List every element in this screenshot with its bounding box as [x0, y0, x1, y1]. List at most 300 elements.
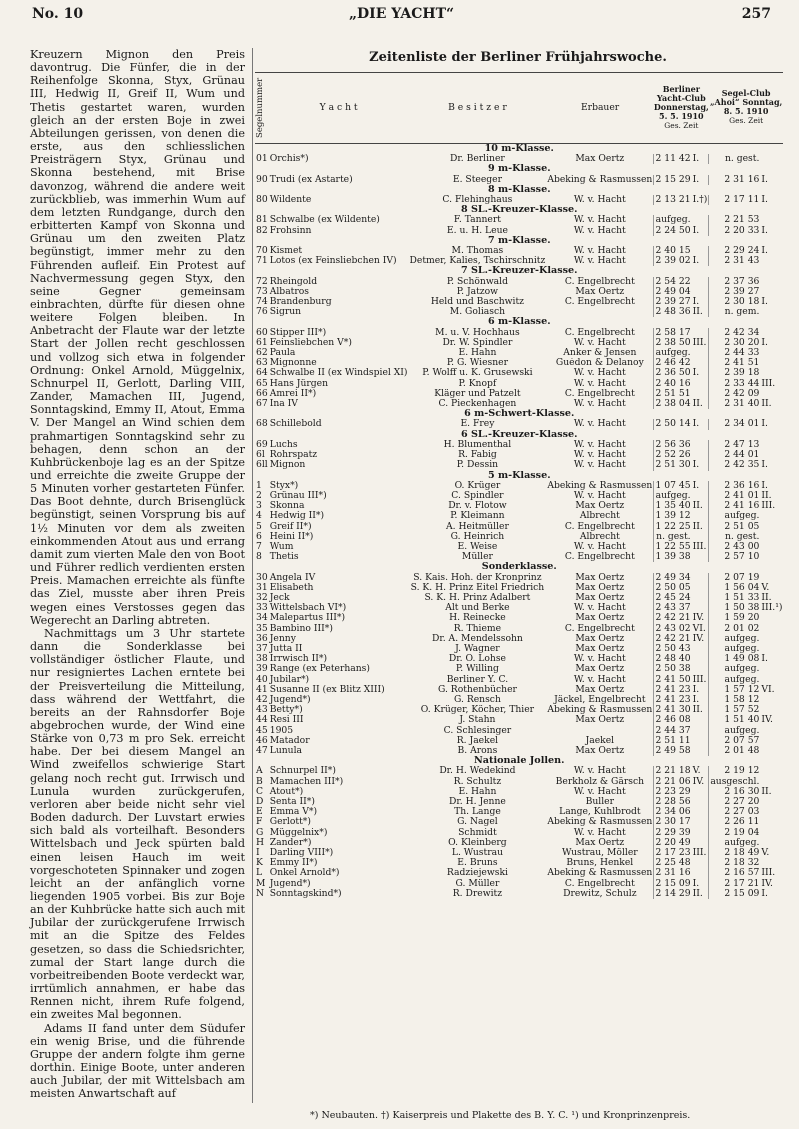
- yacht-cell: Emma V*): [269, 807, 318, 818]
- yacht-cell: Betty*): [269, 705, 303, 716]
- class-heading-row: [255, 266, 783, 276]
- prize-byc-cell: I.†): [692, 195, 708, 206]
- prize-byc-cell: II.: [692, 705, 703, 716]
- sail-number-cell: 60: [256, 327, 268, 338]
- sail-number-cell: 5: [256, 521, 262, 532]
- builder-cell: C. Engelbrecht: [564, 388, 635, 399]
- class-heading: 7 m-Klasse.: [487, 235, 551, 246]
- prize-ahoi-cell: [760, 624, 783, 634]
- table-row: [255, 736, 783, 746]
- prize-ahoi-cell: [760, 828, 783, 838]
- prize-ahoi-cell: [760, 858, 783, 868]
- time-ahoi-cell: 2 17 11: [709, 195, 761, 205]
- time-byc-cell: 2 11 42: [655, 154, 691, 165]
- table-row: [255, 746, 783, 756]
- time-ahoi-cell: 2 39 18: [709, 368, 761, 378]
- table-row: [255, 624, 783, 634]
- time-ahoi-cell: 2 41 01: [709, 491, 761, 501]
- prize-ahoi-cell: [760, 664, 783, 674]
- time-ahoi-cell: aufgeg.: [709, 634, 761, 644]
- table-row: [255, 685, 783, 695]
- sail-number-cell: 46: [256, 735, 268, 746]
- sail-number-cell: D: [256, 797, 264, 807]
- yacht-cell: Bambino III*): [269, 623, 333, 634]
- table-row: [255, 460, 783, 470]
- table-row: [255, 817, 783, 827]
- owner-cell: P. Knopf: [458, 378, 497, 389]
- owner-cell: P. G. Wiesner: [446, 358, 508, 369]
- yacht-cell: Angela IV: [269, 572, 316, 583]
- sail-number-cell: 65: [256, 378, 268, 389]
- time-ahoi-cell: 1 49 08: [709, 654, 761, 664]
- owner-cell: Alt und Berke: [445, 603, 510, 614]
- owner-cell: R. Thieme: [453, 623, 502, 634]
- time-byc-cell: 1 22 55: [655, 541, 691, 552]
- time-ahoi-cell: 2 15 09: [709, 889, 761, 899]
- yacht-cell: Resi III: [269, 715, 304, 726]
- time-byc-cell: 2 17 23: [655, 848, 691, 859]
- prize-byc-cell: [692, 379, 709, 389]
- prize-byc-cell: [692, 838, 709, 848]
- builder-cell: Berkholz & Gärsch: [555, 776, 645, 787]
- time-ahoi-cell: aufgeg.: [709, 511, 761, 521]
- builder-cell: Max Oertz: [575, 745, 625, 756]
- yacht-cell: Grünau III*): [269, 490, 327, 501]
- yacht-cell: Mignonne: [269, 358, 317, 369]
- owner-cell: Berliner Y. C.: [446, 674, 509, 685]
- prize-byc-cell: [692, 552, 709, 562]
- table-row: [255, 868, 783, 878]
- builder-cell: Max Oertz: [575, 643, 625, 654]
- prize-ahoi-cell: [760, 532, 783, 542]
- yacht-cell: Stipper III*): [269, 327, 327, 338]
- prize-ahoi-cell: [760, 705, 783, 715]
- prize-ahoi-cell: I.: [761, 225, 768, 236]
- prize-byc-cell: [692, 389, 709, 399]
- sail-number-cell: 6ll: [256, 460, 268, 471]
- prize-ahoi-cell: IV.: [761, 878, 773, 889]
- time-ahoi-cell: aufgeg.: [709, 664, 761, 674]
- time-byc-cell: aufgeg.: [655, 348, 691, 359]
- table-row: [255, 573, 783, 583]
- table-row: [255, 787, 783, 797]
- class-heading: 10 m-Klasse.: [484, 143, 554, 154]
- yacht-cell: Albatros: [269, 286, 309, 297]
- prize-ahoi-cell: [760, 522, 783, 532]
- table-row: [255, 766, 783, 776]
- prize-byc-cell: [692, 726, 709, 736]
- yacht-cell: Amrei II*): [269, 388, 317, 399]
- sail-number-cell: 76: [256, 307, 268, 318]
- time-byc-cell: 2 41 23: [655, 694, 691, 705]
- time-byc-cell: 2 42 21: [655, 633, 691, 644]
- table-row: [255, 440, 783, 450]
- prize-ahoi-cell: I.: [761, 174, 768, 185]
- time-byc-cell: 2 41 23: [655, 684, 691, 695]
- sail-number-cell: 39: [256, 664, 268, 675]
- time-byc-cell: 2 50 14: [655, 419, 691, 430]
- builder-cell: Abeking & Rasmussen: [547, 705, 653, 716]
- prize-ahoi-cell: I.: [761, 337, 768, 348]
- prize-byc-cell: [692, 817, 709, 827]
- prize-ahoi-cell: [760, 726, 783, 736]
- time-byc-cell: 2 13 21: [655, 195, 691, 206]
- owner-cell: P. Kleimann: [450, 511, 505, 522]
- class-heading: 9 m-Klasse.: [487, 164, 551, 175]
- sail-number-cell: 80: [256, 195, 268, 206]
- table-row: [255, 593, 783, 603]
- time-ahoi-cell: 2 16 57: [709, 868, 761, 878]
- yacht-cell: Feinsliebchen V*): [269, 337, 352, 348]
- prize-byc-cell: III.: [692, 674, 707, 685]
- owner-cell: R. Drewitz: [452, 888, 503, 899]
- class-heading: 6 m-Schwert-Klasse.: [464, 409, 575, 420]
- sail-number-cell: 90: [256, 174, 268, 185]
- yacht-cell: Hedwig II*): [269, 511, 325, 522]
- time-byc-cell: aufgeg.: [655, 215, 691, 226]
- time-byc-cell: 2 50 05: [655, 582, 691, 593]
- yacht-cell: Atout*): [269, 786, 304, 797]
- prize-byc-cell: [692, 573, 709, 583]
- header-erbauer: Erbauer: [546, 73, 654, 144]
- builder-cell: Max Oertz: [575, 613, 625, 624]
- table-row: [255, 338, 783, 348]
- sail-number-cell: 01: [256, 154, 268, 165]
- issue-number: No. 10: [32, 6, 84, 22]
- time-byc-cell: 1 39 38: [655, 552, 691, 563]
- builder-cell: Max Oertz: [575, 715, 625, 726]
- owner-cell: Dr. Berliner: [450, 154, 505, 165]
- prize-ahoi-cell: [760, 573, 783, 583]
- prize-byc-cell: I.: [692, 256, 700, 267]
- time-ahoi-cell: 2 30 18: [709, 297, 761, 307]
- builder-cell: W. v. Hacht: [573, 215, 626, 226]
- prize-ahoi-cell: [760, 766, 783, 776]
- time-ahoi-cell: 2 01 02: [709, 624, 761, 634]
- sail-number-cell: 71: [256, 256, 268, 267]
- time-ahoi-cell: 1 51 40: [709, 715, 761, 725]
- time-byc-cell: 2 15 29: [655, 174, 691, 185]
- time-byc-cell: 2 54 22: [655, 276, 691, 287]
- time-ahoi-cell: aufgeg.: [709, 838, 761, 848]
- yacht-cell: Brandenburg: [269, 297, 332, 308]
- time-byc-cell: 2 50 43: [655, 643, 691, 654]
- builder-cell: W. v. Hacht: [573, 460, 626, 471]
- time-ahoi-cell: 1 56 04: [709, 583, 761, 593]
- yacht-cell: Irrwisch II*): [269, 654, 328, 665]
- prize-ahoi-cell: [760, 736, 783, 746]
- table-row: [255, 399, 783, 409]
- table-row: [255, 226, 783, 236]
- table-row: [255, 838, 783, 848]
- prize-byc-cell: [692, 807, 709, 817]
- prize-byc-cell: [692, 603, 709, 613]
- prize-byc-cell: [692, 348, 709, 358]
- yacht-cell: Darling VIII*): [269, 848, 334, 859]
- builder-cell: W. v. Hacht: [573, 419, 626, 430]
- yacht-cell: Sigrun: [269, 307, 302, 318]
- prize-ahoi-cell: [760, 307, 783, 317]
- yacht-cell: Malepartus III*): [269, 613, 346, 624]
- builder-cell: [546, 726, 654, 736]
- sail-number-cell: C: [256, 786, 264, 797]
- table-row: [255, 307, 783, 317]
- owner-cell: M. Thomas: [451, 246, 504, 257]
- sail-number-cell: 69: [256, 439, 268, 450]
- yacht-cell: Schillebold: [269, 419, 322, 430]
- builder-cell: W. v. Hacht: [573, 541, 626, 552]
- table-row: [255, 195, 783, 205]
- table-row: [255, 348, 783, 358]
- prize-ahoi-cell: III.: [761, 868, 776, 879]
- time-ahoi-cell: 1 58 12: [709, 695, 761, 705]
- class-heading-row: [255, 185, 783, 195]
- yacht-cell: Rheingold: [269, 276, 318, 287]
- sail-number-cell: A: [256, 766, 263, 777]
- yacht-cell: Jugend*): [269, 878, 311, 889]
- yacht-cell: Ina IV: [269, 399, 298, 410]
- table-row: [255, 297, 783, 307]
- class-heading-row: [255, 430, 783, 440]
- prize-byc-cell: [692, 644, 709, 654]
- yacht-cell: Jenny: [269, 633, 296, 644]
- prize-byc-cell: [692, 287, 709, 297]
- builder-cell: Max Oertz: [575, 633, 625, 644]
- sail-number-cell: 66: [256, 388, 268, 399]
- page-number: 257: [741, 6, 771, 22]
- builder-cell: Bruns, Henkel: [566, 858, 634, 869]
- class-heading-row: [255, 317, 783, 327]
- time-ahoi-cell: 2 19 04: [709, 828, 761, 838]
- prize-byc-cell: [692, 491, 709, 501]
- prize-ahoi-cell: VI.: [761, 684, 775, 695]
- time-ahoi-cell: 2 31 40: [709, 399, 761, 409]
- time-byc-cell: 2 30 17: [655, 817, 691, 828]
- prize-ahoi-cell: I.: [761, 654, 768, 665]
- time-ahoi-cell: 2 33 44: [709, 379, 761, 389]
- yacht-cell: Greif II*): [269, 521, 312, 532]
- builder-cell: Max Oertz: [575, 572, 625, 583]
- sail-number-cell: 30: [256, 572, 268, 583]
- owner-cell: C. Pieckenhagen: [438, 399, 517, 410]
- footnote: *) Neubauten. †) Kaiserpreis und Plakette des B. Y. C. ¹) und Kronprinzenpreis.: [310, 1110, 691, 1121]
- owner-cell: Schmidt: [458, 827, 497, 838]
- prize-byc-cell: [692, 664, 709, 674]
- time-ahoi-cell: 2 41 16: [709, 501, 761, 511]
- sail-number-cell: 2: [256, 490, 262, 501]
- owner-cell: R. Fabig: [458, 450, 497, 461]
- builder-cell: C. Engelbrecht: [564, 521, 635, 532]
- builder-cell: W. v. Hacht: [573, 195, 626, 206]
- time-byc-cell: 2 31 16: [655, 868, 691, 879]
- sail-number-cell: L: [256, 868, 263, 879]
- prize-ahoi-cell: I.: [761, 419, 768, 430]
- class-heading: 7 SL.-Kreuzer-Klasse.: [460, 266, 578, 277]
- builder-cell: [546, 307, 654, 317]
- time-byc-cell: 2 49 34: [655, 572, 691, 583]
- header-besitzer: B e s i t z e r: [409, 73, 547, 144]
- yacht-cell: Orchis*): [269, 154, 309, 165]
- owner-cell: B. Arons: [457, 745, 498, 756]
- time-byc-cell: 2 49 58: [655, 745, 691, 756]
- yacht-cell: Mignon: [269, 460, 306, 471]
- owner-cell: Dr. H. Jenne: [449, 797, 506, 807]
- table-row: [255, 654, 783, 664]
- sail-number-cell: N: [256, 888, 265, 899]
- sail-number-cell: 6: [256, 531, 262, 542]
- builder-cell: W. v. Hacht: [573, 439, 626, 450]
- prize-ahoi-cell: I.: [761, 460, 768, 471]
- builder-cell: Lange, Kuhlbrodt: [559, 807, 641, 818]
- prize-ahoi-cell: II.: [761, 786, 772, 797]
- prize-ahoi-cell: [760, 644, 783, 654]
- table-row: [255, 807, 783, 817]
- prize-ahoi-cell: [760, 440, 783, 450]
- class-heading: 6 m-Klasse.: [487, 317, 551, 328]
- class-heading-row: [255, 236, 783, 246]
- table-row: [255, 613, 783, 623]
- time-byc-cell: 2 28 56: [655, 797, 691, 807]
- prize-ahoi-cell: IV.: [761, 715, 773, 726]
- owner-cell: R. Jaekel: [456, 735, 499, 746]
- time-ahoi-cell: aufgeg.: [709, 644, 761, 654]
- owner-cell: P. Wolff u. K. Grusewski: [422, 368, 533, 379]
- prize-byc-cell: [692, 583, 709, 593]
- owner-cell: L. Wustrau: [451, 848, 503, 859]
- time-byc-cell: 2 48 40: [655, 654, 691, 665]
- time-byc-cell: 2 43 37: [655, 603, 691, 614]
- sail-number-cell: K: [256, 858, 263, 869]
- time-ahoi-cell: 2 44 33: [709, 348, 761, 358]
- time-ahoi-cell: 2 41 51: [709, 358, 761, 368]
- time-byc-cell: 2 42 21: [655, 613, 691, 624]
- table-row: [255, 368, 783, 378]
- time-ahoi-cell: 2 42 09: [709, 389, 761, 399]
- prize-ahoi-cell: [760, 542, 783, 552]
- table-row: [255, 858, 783, 868]
- prize-ahoi-cell: [760, 613, 783, 623]
- builder-cell: W. v. Hacht: [573, 399, 626, 410]
- time-byc-cell: 1 39 12: [655, 511, 691, 522]
- builder-cell: W. v. Hacht: [573, 337, 626, 348]
- table-row: [255, 491, 783, 501]
- class-heading: 6 SL.-Kreuzer-Klasse.: [460, 429, 578, 440]
- table-row: [255, 389, 783, 399]
- prize-byc-cell: [692, 787, 709, 797]
- prize-ahoi-cell: [760, 634, 783, 644]
- time-byc-cell: 2 43 02: [655, 623, 691, 634]
- yacht-cell: Jeck: [269, 592, 290, 603]
- builder-cell: W. v. Hacht: [573, 378, 626, 389]
- prize-ahoi-cell: [760, 552, 783, 562]
- builder-cell: C. Engelbrecht: [564, 276, 635, 287]
- table-row: [255, 256, 783, 266]
- yacht-cell: Gerlott*): [269, 817, 311, 828]
- prize-ahoi-cell: II.: [761, 399, 772, 410]
- time-ahoi-cell: 2 19 12: [709, 766, 761, 776]
- builder-cell: Jäckel, Engelbrecht: [554, 694, 646, 705]
- builder-cell: Abeking & Rasmussen: [547, 174, 653, 185]
- builder-cell: W. v. Hacht: [573, 654, 626, 665]
- time-byc-cell: 2 44 37: [655, 725, 691, 736]
- sail-number-cell: H: [256, 837, 265, 848]
- table-row: [255, 726, 783, 736]
- header-club1: Berliner Yacht-Club Donnerstag, 5. 5. 1910 Ges. Zeit: [654, 73, 709, 144]
- table-row: [255, 797, 783, 807]
- table-row: [255, 450, 783, 460]
- prize-byc-cell: [692, 746, 709, 756]
- sail-number-cell: 67: [256, 399, 268, 410]
- builder-cell: C. Engelbrecht: [564, 878, 635, 889]
- prize-ahoi-cell: [760, 348, 783, 358]
- prize-byc-cell: III.: [692, 337, 707, 348]
- owner-cell: P. Willing: [455, 664, 499, 675]
- owner-cell: R. Schultz: [453, 776, 502, 787]
- prize-byc-cell: I.: [692, 460, 700, 471]
- prize-byc-cell: [692, 215, 709, 225]
- owner-cell: O. Kleinberg: [448, 837, 507, 848]
- table-row: [255, 379, 783, 389]
- builder-cell: Max Oertz: [575, 154, 625, 165]
- prize-ahoi-cell: [760, 450, 783, 460]
- table-row: [255, 154, 783, 164]
- time-ahoi-cell: 1 50 38: [709, 603, 761, 613]
- header-club2: Segel-Club „Ahoi“ Sonntag, 8. 5. 1910 Ges. Zeit: [709, 73, 784, 144]
- time-byc-cell: 2 20 49: [655, 837, 691, 848]
- owner-cell: J. Stahn: [459, 715, 496, 726]
- time-byc-cell: 2 40 15: [655, 246, 691, 257]
- sail-number-cell: 68: [256, 419, 268, 430]
- yacht-cell: Lotos (ex Feinsliebchen IV): [269, 256, 397, 267]
- header-yacht: Y a c h t: [269, 73, 409, 144]
- owner-cell: E. Frey: [460, 419, 495, 430]
- prize-byc-cell: [692, 654, 709, 664]
- builder-cell: Max Oertz: [575, 837, 625, 848]
- time-byc-cell: 2 25 48: [655, 858, 691, 869]
- time-ahoi-cell: 1 57 52: [709, 705, 761, 715]
- owner-cell: E. Weise: [457, 541, 498, 552]
- class-heading-row: [255, 144, 783, 155]
- sail-number-cell: 63: [256, 358, 268, 369]
- prize-byc-cell: [692, 246, 709, 256]
- class-heading-row: [255, 562, 783, 572]
- builder-cell: Albrecht: [579, 511, 620, 522]
- table-header-row: [255, 73, 783, 144]
- owner-cell: G. Nagel: [457, 817, 498, 828]
- time-ahoi-cell: 2 37 36: [709, 277, 761, 287]
- prize-byc-cell: [692, 858, 709, 868]
- builder-cell: Abeking & Rasmussen: [547, 868, 653, 879]
- time-byc-cell: 2 36 50: [655, 368, 691, 379]
- time-byc-cell: 2 15 09: [655, 878, 691, 889]
- prize-byc-cell: [692, 277, 709, 287]
- time-ahoi-cell: 2 43 00: [709, 542, 761, 552]
- yacht-cell: Wildente: [269, 195, 312, 206]
- time-ahoi-cell: 2 31 16: [709, 175, 761, 185]
- results-table: [255, 72, 783, 899]
- table-row: [255, 583, 783, 593]
- time-ahoi-cell: 2 27 03: [709, 807, 761, 817]
- sail-number-cell: 3: [256, 501, 262, 512]
- prize-ahoi-cell: I.: [761, 195, 768, 206]
- table-row: [255, 287, 783, 297]
- builder-cell: Albrecht: [579, 531, 620, 542]
- table-row: [255, 532, 783, 542]
- time-byc-cell: aufgeg.: [655, 490, 691, 501]
- table-row: [255, 879, 783, 889]
- class-heading: 5 m-Klasse.: [487, 470, 551, 481]
- builder-cell: Buller: [585, 797, 615, 807]
